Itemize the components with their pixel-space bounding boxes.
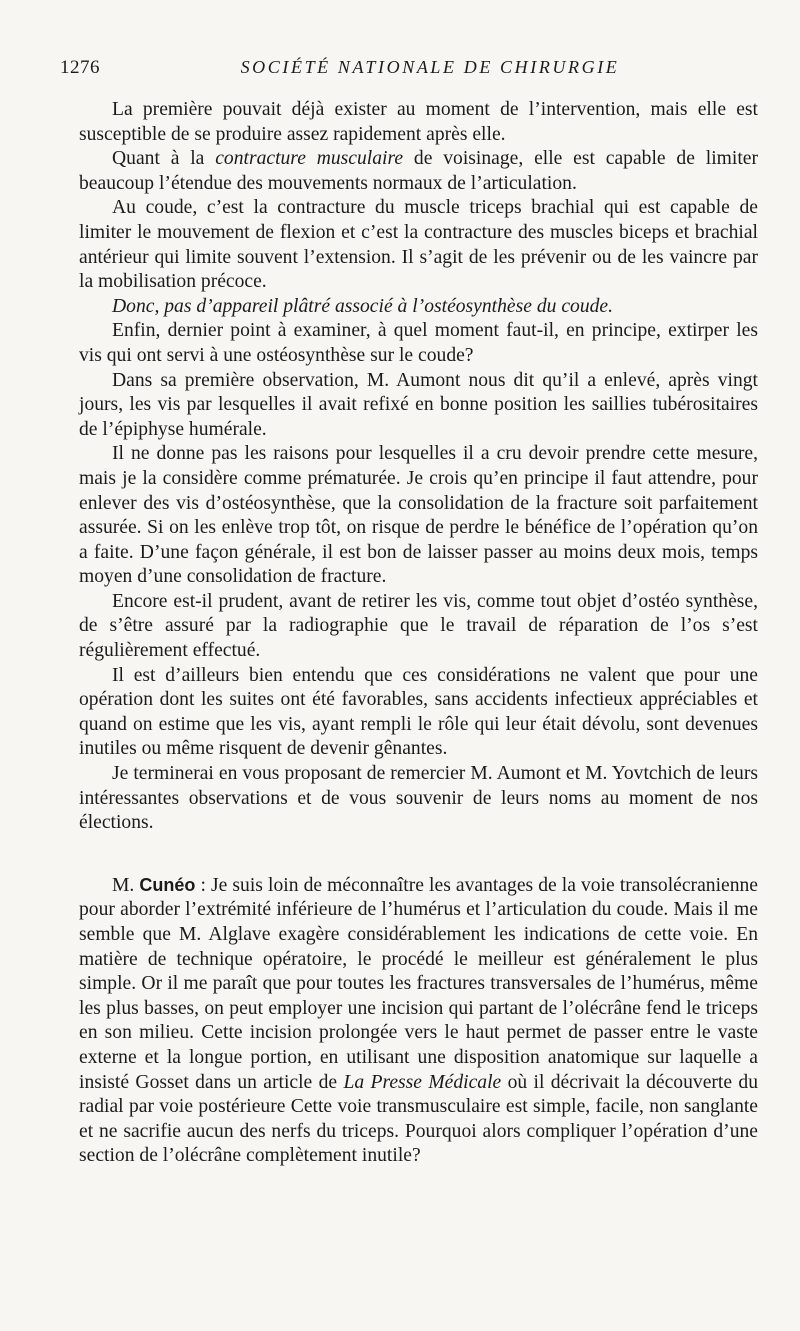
paragraph: La première pouvait déjà exister au moment de l’intervention, mais elle est susceptible de se produire assez rapidement après elle. bbox=[79, 99, 758, 145]
paragraph: Il est d’ailleurs bien entendu que ces considérations ne valent que pour une opération dont les suites ont été favorables, sans accidents infectieux appréciables et quand on estime que les vis, ayant rempli le rôle qui leur était dévolu, sont devenues inutiles ou même risquent de devenir gênantes. bbox=[79, 664, 758, 760]
paragraph-text: Je suis loin de méconnaître les avantages de la voie transolécranienne pour aborder l’extrémité inférieure de l’humérus et l’articulation du coude. Mais il me semble que M. Alglave exagère considérablement les indications de cette voie. En matière de technique opératoire, le procédé le meilleur est généralement le plus simple. Or il me paraît que pour toutes les fractures transversales de l’humérus, même les plus basses, on peut employer une incision qui partant de l’olécrâne fend le triceps en son milieu. Cette incision prolongée vers le haut permet de passer entre le vaste externe et la longue portion, en utilisant une disposition anatomique sur laquelle a insisté Gosset dans un article de bbox=[79, 874, 758, 1093]
paragraph: Il ne donne pas les raisons pour lesquelles il a cru devoir prendre cette mesure, mais je la considère comme prématurée. Je crois qu’en principe il faut attendre, pour enlever des vis d’ostéosynthèse, que la consolidation de la fracture soit parfaitement assurée. Si on les enlève trop tôt, on risque de perdre le bénéfice de l’opération qu’on a faite. D’une façon générale, il est bon de laisser passer au moins deux mois, temps moyen d’une consolidation de fracture. bbox=[79, 443, 758, 588]
paragraph: Encore est-il prudent, avant de retirer les vis, comme tout objet d’ostéo synthèse, de s’être assuré par la radiographie que le travail de réparation de l’os s’est régulièrement effectué. bbox=[79, 590, 758, 662]
running-head: SOCIÉTÉ NATIONALE DE CHIRURGIE bbox=[240, 57, 620, 77]
paragraph-text: Quant à la bbox=[112, 148, 216, 170]
journal-title: La Presse Médicale bbox=[343, 1071, 502, 1093]
paragraph: Je terminerai en vous proposant de remercier M. Aumont et M. Yovtchich de leurs intéressantes observations et de vous souvenir de leurs noms au moment de nos élections. bbox=[79, 763, 758, 834]
paragraph: Dans sa première observation, M. Aumont nous dit qu’il a enlevé, après vingt jours, les vis par lesquelles il avait refixé en bonne position les saillies tubérositaires de l’épiphyse humérale. bbox=[79, 369, 758, 440]
page-header bbox=[60, 57, 760, 83]
paragraph bbox=[79, 147, 758, 196]
paragraph: Enfin, dernier point à examiner, à quel moment faut-il, en principe, extirper les vis qui ont servi à une ostéosynthèse sur le coude? bbox=[79, 320, 758, 366]
paragraph-text: Donc, bbox=[112, 295, 165, 317]
speaker-colon: : bbox=[195, 874, 212, 896]
italic-term: contracture musculaire bbox=[215, 148, 404, 170]
speaker-title: M. bbox=[112, 874, 135, 896]
discussion-paragraph bbox=[79, 873, 758, 1169]
page-number: 1276 bbox=[60, 57, 100, 78]
paragraph-text: où il décrivait la découverte du radial par voie postérieure Cette voie transmusculaire est simple, facile, non sanglante et ne sacrifie aucun des nerfs du triceps. Pourquoi alors compliquer l’opération d’une section de l’olécrâne complètement inutile? bbox=[79, 1071, 758, 1167]
body-text bbox=[79, 98, 758, 1169]
italic-conclusion: pas d’appareil plâtré associé à l’ostéosynthèse du coude. bbox=[164, 295, 614, 317]
paragraph: Au coude, c’est la contracture du muscle triceps brachial qui est capable de limiter le mouvement de flexion et c’est la contracture des muscles biceps et brachial antérieur qui limite souvent l’extension. Il s’agit de les prévenir ou de les vaincre par la mobilisation précoce. bbox=[79, 197, 758, 293]
paragraph-text: de voisinage, elle est capable de limiter beaucoup l’étendue des mouvements normaux de l’articulation. bbox=[79, 148, 758, 194]
speaker-name: Cunéo bbox=[139, 874, 196, 895]
paragraph bbox=[79, 295, 758, 320]
